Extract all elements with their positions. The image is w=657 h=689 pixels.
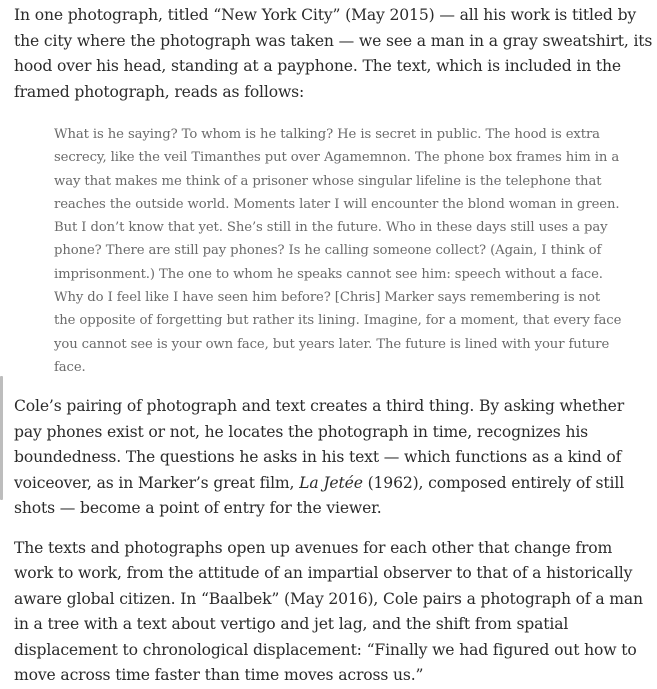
- scroll-indicator: [0, 376, 3, 500]
- paragraph-pairing: [14, 394, 654, 522]
- paragraph-baalbek: The texts and photographs open up avenues for each other that change from work to work, from the attitude of an impartial observer to that of a historically aware global citizen. In “Baalbek” (May 2016), Cole pairs a photograph of a man in a tree with a text about vertigo and jet lag, and the shift from spatial displacement to chronological displacement: “Finally we had figured out how to move across time faster than time moves across us.”: [14, 538, 643, 685]
- blockquote-photo-text: What is he saying? To whom is he talking? He is secret in public. The hood is extra secrecy, like the veil Timanthes put over Agamemnon. The phone box frames him in a way that makes me think of a prisoner whose singular lifeline is the telephone that reaches the outside world. Moments later I will encounter the blond woman in green. But I don’t know that yet. She’s still in the future. Who in these days still uses a pay phone? There are still pay phones? Is he calling someone collect? (Again, I think of imprisonment.) The one to whom he speaks cannot see him: speech without a face. Why do I feel like I have seen him before? [Chris] Marker says remembering is not the opposite of forgetting but rather its lining. Imagine, for a moment, that every face you cannot see is your own face, but years later. The future is lined with your future face.: [54, 127, 622, 375]
- film-title: La Jetée: [299, 473, 363, 492]
- paragraph-new-york-city: In one photograph, titled “New York City” (May 2015) — all his work is titled by the city where the photograph was taken — we see a man in a gray sweatshirt, its hood over his head, standing at a payphone. The text, which is included in the framed photograph, reads as follows:: [14, 6, 653, 101]
- paragraph-pairing-text-end: (1962), composed entirely of still shots — become a point of entry for the viewer.: [14, 473, 625, 518]
- paragraph-pairing-text-start: Cole’s pairing of photograph and text creates a third thing. By asking whether pay phones exist or not, he locates the photograph in time, recognizes his boundedness. The questions he asks in his text — which functions as a kind of voiceover, as in Marker’s great film,: [14, 397, 625, 492]
- article-body: [14, 0, 654, 689]
